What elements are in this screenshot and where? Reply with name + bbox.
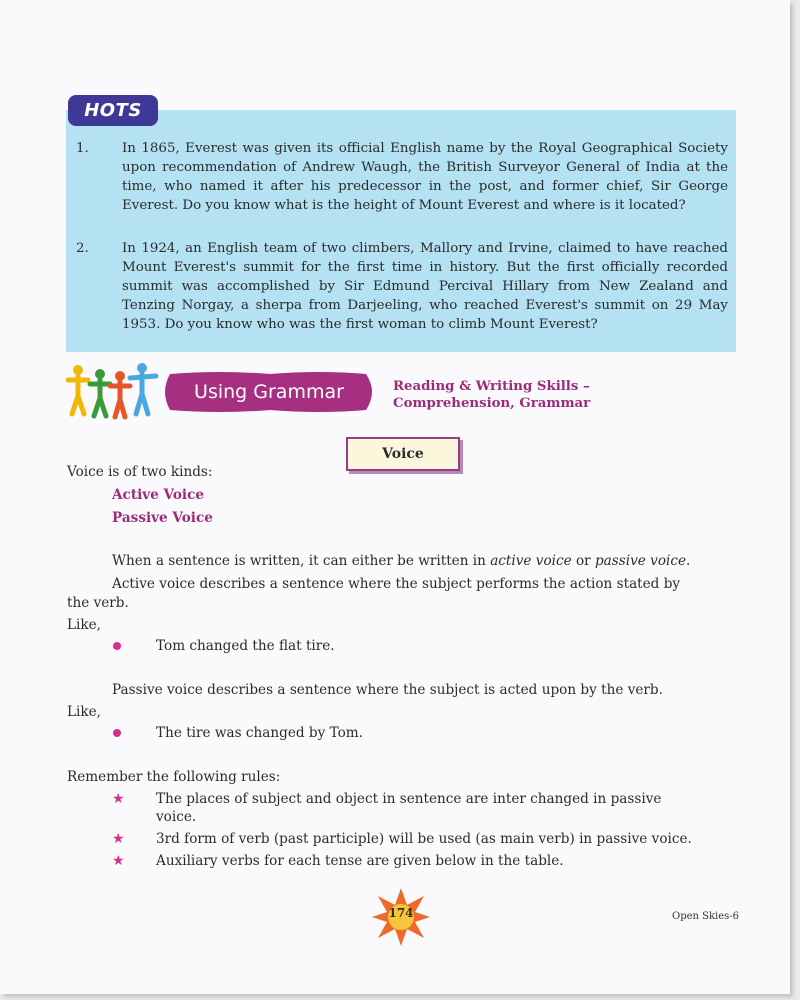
paragraph-1 [112, 552, 690, 571]
hots-question-number: 1. [76, 141, 89, 156]
rule-2: 3rd form of verb (past participle) will be used (as main verb) in passive voice. [156, 831, 692, 847]
page-number: 174 [388, 906, 414, 920]
paragraph-3: Passive voice describes a sentence where the subject is acted upon by the verb. [112, 682, 663, 698]
hots-question-1 [76, 139, 728, 215]
hots-question-text: In 1924, an English team of two climbers, Mallory and Irvine, claimed to have reached Mount Everest's summit for the first time in history. But the first officially recorded summit was accomplished by Sir Edmund Percival Hillary from New Zealand and Tenzing Norgay, a sherpa from Darjeeling, who reached Everest's summit on 29 May 1953. Do you know who was the first woman to climb Mount Everest? [122, 241, 728, 332]
like-label: Like, [67, 617, 101, 633]
example-passive: The tire was changed by Tom. [156, 725, 364, 741]
emphasis-passive-voice: passive voice [594, 553, 687, 569]
skills-label [393, 378, 590, 412]
rules-heading: Remember the following rules: [67, 769, 281, 785]
bullet-dot-icon [113, 729, 121, 737]
star-bullet-icon: ★ [112, 831, 125, 847]
book-title: Open Skies-6 [672, 911, 740, 922]
hots-question-2 [76, 239, 728, 334]
hots-question-text: In 1865, Everest was given its official English name by the Royal Geographical Society upon recommendation of Andrew Waugh, the British Surveyor General of India at the time, who named it after his predecessor in the post, and former chief, Sir George Everest. Do you know what is the height of Mount Everest and where is it located? [122, 141, 728, 213]
paragraph-1-mid: or [571, 553, 595, 569]
bullet-dot-icon [113, 642, 121, 650]
emphasis-active-voice: active voice [490, 553, 572, 569]
star-bullet-icon: ★ [112, 853, 125, 869]
star-bullet-icon: ★ [112, 791, 125, 807]
like-label: Like, [67, 704, 101, 720]
rule-1-line-2: voice. [156, 809, 197, 825]
paragraph-1-end: . [686, 553, 691, 569]
skills-line-2: Comprehension, Grammar [393, 396, 591, 411]
children-icon [66, 362, 162, 420]
hots-question-number: 2. [76, 241, 89, 256]
kind-active-voice: Active Voice [112, 487, 205, 503]
paragraph-1-start: When a sentence is written, it can either be written in [112, 553, 491, 569]
hots-label: HOTS [68, 95, 158, 126]
paragraph-2-line-1: Active voice describes a sentence where the subject performs the action stated by [112, 576, 681, 592]
topic-title: Voice [346, 437, 460, 471]
paragraph-2-line-2: the verb. [67, 595, 129, 611]
example-active: Tom changed the flat tire. [156, 638, 335, 654]
intro-text: Voice is of two kinds: [67, 464, 213, 480]
rule-1-line-1: The places of subject and object in sentence are inter changed in passive [156, 791, 662, 807]
kind-passive-voice: Passive Voice [112, 510, 213, 526]
rule-3: Auxiliary verbs for each tense are given below in the table. [156, 853, 564, 869]
using-grammar-title: Using Grammar [194, 381, 344, 403]
skills-line-1: Reading & Writing Skills – [393, 379, 590, 394]
